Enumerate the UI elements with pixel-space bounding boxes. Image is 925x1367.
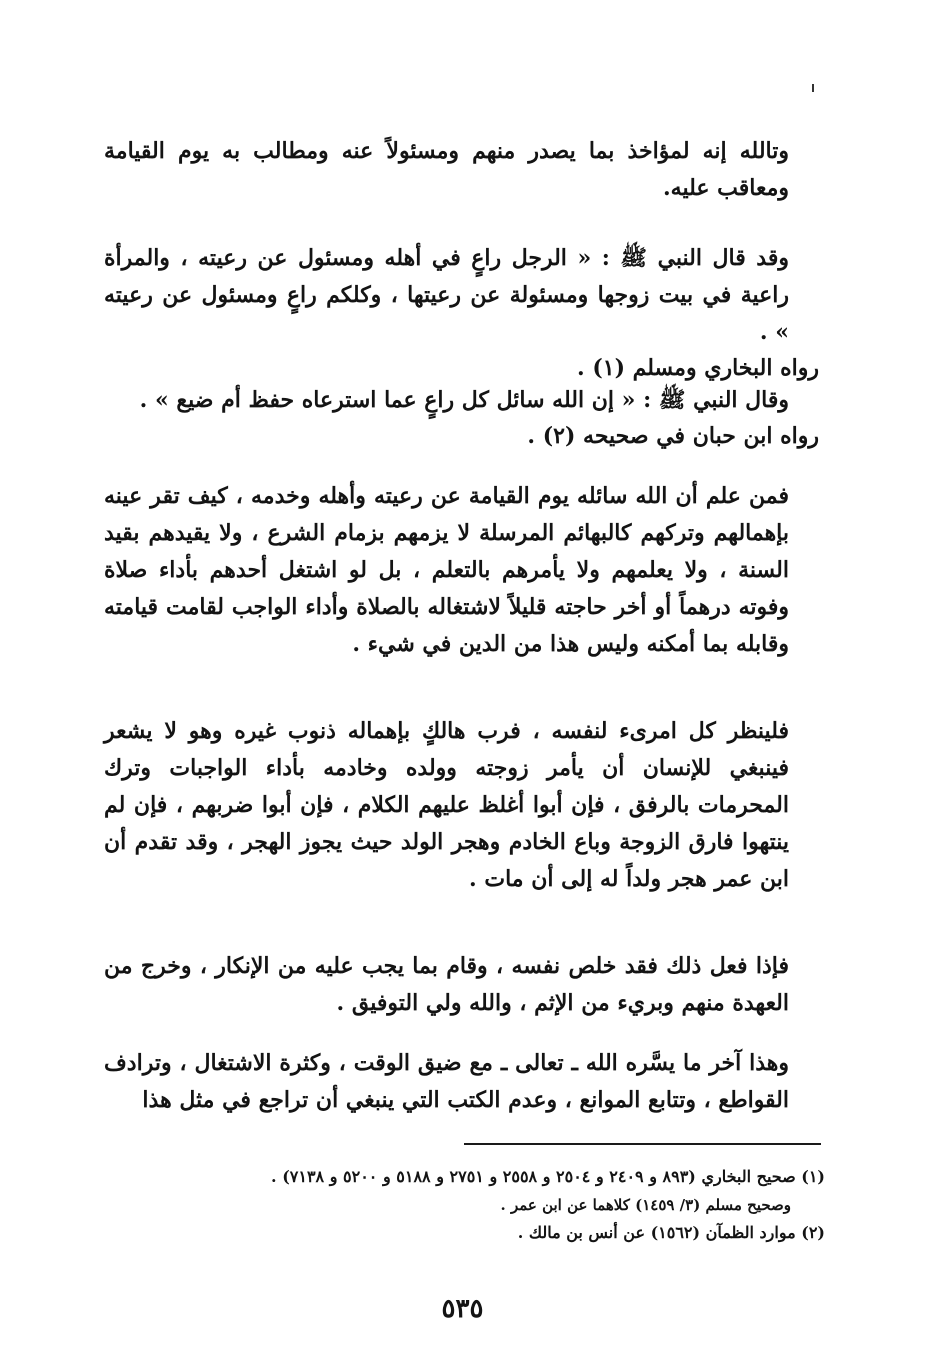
paragraph-5-text: فلينظر كل امرىء لنفسه ، فرب هالكٍ بإهماله ذنوب غيره وهو لا يشعر فينبغي للإنسان أن يأمر زوجته وولده وخادمه بأداء الواجبات وترك المحرمات بالرفق ، فإن أبوا أغلظ عليهم الكلام ، فإن أبوا ضربهم ، فإن لم ينتهوا فارق الزوجة وباع الخادم وهجر الولد حيث يجوز الهجر ، وقد تقدم أن ابن عمر هجر ولداً له إلى أن مات . — [104, 718, 789, 892]
footnote-divider — [464, 1143, 821, 1145]
footnotes — [130, 1163, 825, 1247]
paragraph-7-text: وهذا آخر ما يسَّره الله ـ تعالى ـ مع ضيق الوقت ، وكثرة الاشتغال ، وترادف القواطع ، وتتابع الموانع ، وعدم الكتب التي ينبغي أن تراجع في مثل هذا — [104, 1050, 789, 1113]
paragraph-6-text: فإذا فعل ذلك فقد خلص نفسه ، وقام بما يجب عليه من الإنكار ، وخرج من العهدة منهم وبريء من الإثم ، والله ولي التوفيق . — [104, 953, 789, 1016]
hadith-2-source: رواه ابن حبان في صحيحه (٢) . — [527, 423, 819, 449]
paragraph-4-text: فمن علم أن الله سائله يوم القيامة عن رعيته وأهله وخدمه ، كيف تقر عينه بإهمالهم وتركهم كالبهائم المرسلة لا يزمهم بزمام الشرع ، ولا يقيدهم بقيد السنة ، ولا يعلمهم ولا يأمرهم بالتعلم ، بل لو اشتغل أحدهم بأداء صلاة وفوته درهماً أو أخر حاجته قليلاً لاشتغاله بالصلاة وأداء الواجب لقامت قيامته وقابله بما أمكنه وليس هذا من الدين في شيء . — [104, 483, 789, 657]
paragraph-6 — [104, 948, 819, 1022]
footnote-2: (٢) موارد الظمآن (١٥٦٢) عن أنس بن مالك . — [517, 1223, 825, 1242]
paragraph-2 — [104, 240, 819, 386]
paragraph-1 — [104, 133, 819, 207]
hadith-1-text: وقد قال النبي ﷺ : « الرجل راعٍ في أهله ومسئول عن رعيته ، والمرأة راعية في بيت زوجها ومسئولة عن رعيتها ، وكلكم راعٍ ومسئول عن رعيته » . — [104, 245, 789, 345]
paragraph-4 — [104, 478, 819, 663]
paragraph-5 — [104, 713, 819, 898]
paragraph-1-text: وتالله إنه لمؤاخذ بما يصدر منهم ومسئولاً عنه ومطالب به يوم القيامة ومعاقب عليه. — [104, 138, 789, 201]
paragraph-3 — [104, 382, 819, 454]
hadith-1-source: رواه البخاري ومسلم (١) . — [577, 355, 819, 381]
margin-mark — [812, 84, 814, 92]
page-number: ٥٣٥ — [441, 1294, 484, 1324]
footnote-1-continuation: وصحيح مسلم (٣/ ١٤٥٩) كلاهما عن ابن عمر . — [500, 1196, 791, 1214]
hadith-2-text: وقال النبي ﷺ : « إن الله سائل كل راعٍ عما استرعاه حفظ أم ضيع » . — [139, 387, 789, 413]
footnote-1: (١) صحيح البخاري (٨٩٣ و ٢٤٠٩ و ٢٥٠٤ و ٢٥٥٨ و ٢٧٥١ و ٥١٨٨ و ٥٢٠٠ و ٧١٣٨) . — [271, 1167, 825, 1186]
paragraph-7 — [104, 1045, 819, 1119]
